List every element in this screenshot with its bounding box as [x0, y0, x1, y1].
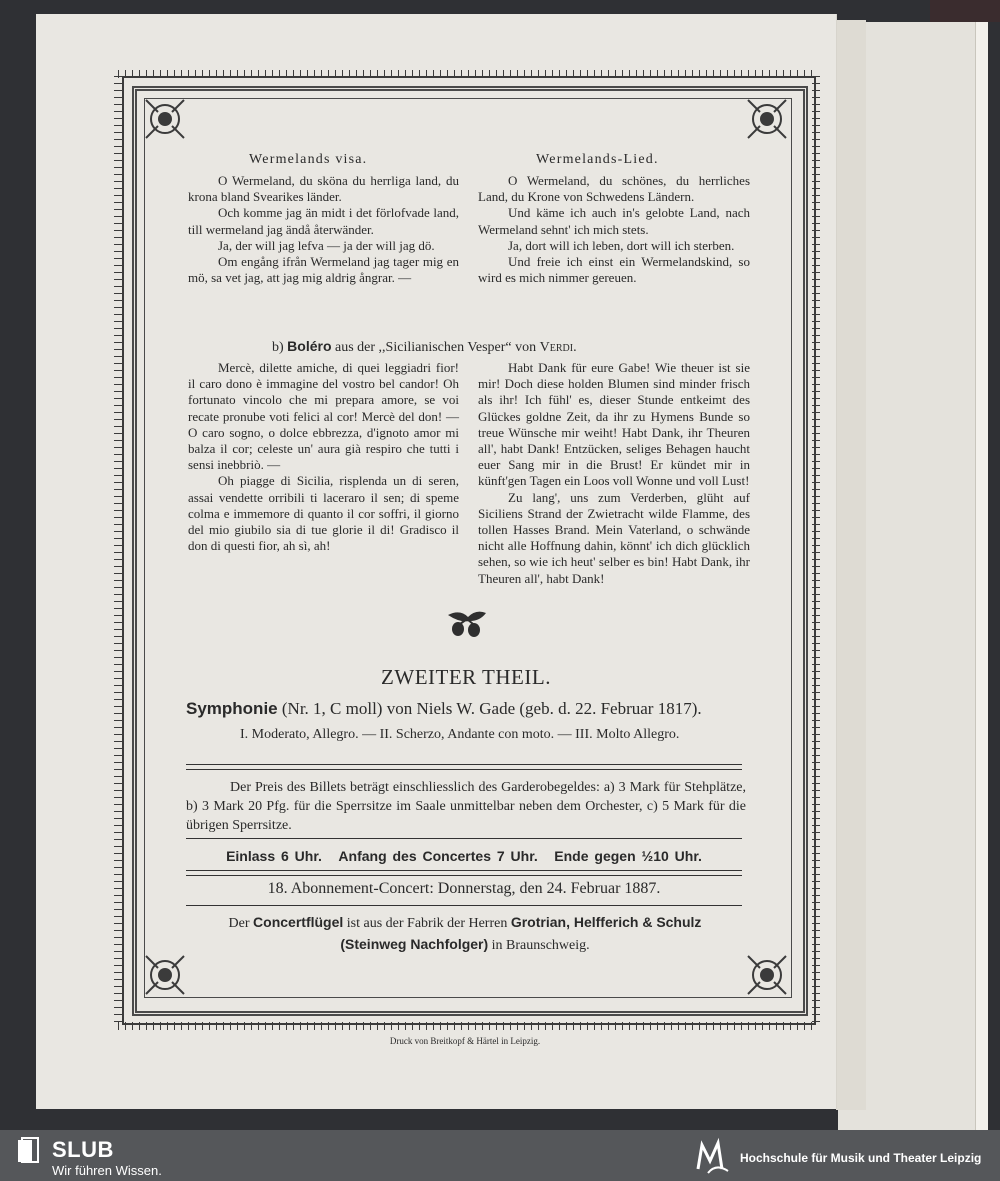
divider: [186, 838, 742, 841]
piano-maker-note: (Steinweg Nachfolger): [340, 936, 489, 952]
concert-times: [186, 846, 742, 868]
slub-tagline: Wir führen Wissen.: [52, 1163, 162, 1178]
german-verse: Ja, dort will ich leben, dort will ich sterben.: [508, 237, 735, 253]
swedish-verse: Ja, der will jag lefva — ja der will jag dö.: [218, 237, 435, 253]
piano-post: in Braunschweig.: [491, 938, 590, 953]
swedish-verse: Och komme jag än midt i det förlofvade land, till wermeland jag ändå återwänder.: [188, 205, 459, 237]
corner-ornament-icon: [744, 96, 790, 142]
admission-time: Einlass 6 Uhr.: [226, 848, 322, 864]
german-bolero-lyrics: [478, 360, 750, 587]
symphony-label: Symphonie: [186, 699, 278, 718]
frame-border-left: [114, 76, 122, 1022]
italian-verse: Oh piagge di Sicilia, risplenda un di seren, assai vendette orribili ti laceraro il sen; di speme colma e immemore di quanto il cor soffri, il giorno del mio giubilo sia di tue glorie il di! Gradisco il don di questi fior, ah sì, ah!: [188, 473, 459, 554]
german-verse: Und freie ich einst ein Wermelandskind, so wird es mich nimmer gereuen.: [478, 254, 750, 286]
bolero-heading: [272, 338, 577, 356]
swedish-verse: O Wermeland, du sköna du herrliga land, du krona bland Svearikes länder.: [188, 173, 459, 205]
german-verse: O Wermeland, du schönes, du herrliches Land, du Krone von Schwedens Ländern.: [478, 173, 750, 205]
page-gutter: [836, 20, 866, 1110]
corner-ornament-icon: [142, 96, 188, 142]
symphony-details: (Nr. 1, C moll) von Niels W. Gade (geb. d. 22. Februar 1817).: [281, 699, 702, 718]
hmt-logo-icon[interactable]: [694, 1133, 732, 1179]
bolero-prefix: b): [272, 340, 284, 355]
facing-page-edge: [975, 22, 988, 1130]
piano-pre: Der: [228, 916, 250, 931]
bolero-source: aus der ,,Sicilianischen Vesper“ von: [335, 340, 537, 355]
german-song-title: Wermelands-Lied.: [536, 152, 659, 167]
institution-name: Hochschule für Musik und Theater Leipzig: [740, 1151, 982, 1165]
end-time: Ende gegen ½10 Uhr.: [554, 848, 702, 864]
swedish-verse: Om engång ifrån Wermeland jag tager mig en mö, sa vet jag, att jag mig aldrig ångrar. —: [188, 254, 459, 286]
symphony-line: [186, 698, 756, 720]
piano-mid: ist aus der Fabrik der Herren: [346, 916, 508, 931]
italian-lyrics: [188, 360, 459, 554]
divider: [186, 764, 742, 770]
start-time: Anfang des Concertes 7 Uhr.: [338, 848, 538, 864]
slub-logo-icon[interactable]: [16, 1136, 42, 1166]
german-lyrics: [478, 173, 750, 286]
german-bolero-verse: Zu lang', uns zum Verderben, glüht auf Siciliens Strand der Zwietracht wilde Flamme, des tollen Hasses Brand. Mein Vaterland, o schwände nicht alle Hoffnung dahin, könnt' ich dich glücklich sehen, so wie ich heut' selber es bin! Habt Dank, ihr Theuren all', habt Dank!: [478, 489, 750, 586]
german-verse: Und käme ich auch in's gelobte Land, nach Wermeland sehnt' ich mich stets.: [478, 205, 750, 237]
ticket-prices: Der Preis des Billets beträgt einschliesslich des Garderobegeldes: a) 3 Mark für Stehplätze, b) 3 Mark 20 Pfg. für die Sperrsitze im Saale unmittelbar neben dem Orchester, c) 5 Mark für die übrigen Sperrsitze.: [186, 780, 746, 833]
symphony-movements: I. Moderato, Allegro. — II. Scherzo, Andante con moto. — III. Molto Allegro.: [240, 727, 680, 742]
piano-maker: Grotrian, Helfferich & Schulz: [510, 914, 702, 930]
swedish-lyrics: [188, 173, 459, 286]
divider: [186, 870, 742, 876]
part-two-title: ZWEITER THEIL.: [381, 665, 551, 689]
acorn-ornament-icon: [446, 607, 488, 641]
scan-corner: [930, 0, 1000, 22]
next-concert: 18. Abonnement-Concert: Donnerstag, den 24. Februar 1887.: [267, 880, 661, 897]
corner-ornament-icon: [142, 952, 188, 998]
german-bolero-verse: Habt Dank für eure Gabe! Wie theuer ist sie mir! Doch diese holden Blumen sind minder frisch als ihr! Ich fühl' es, dieser Stunde entkeimt des Glückes goldne Zeit, da ihr zu Hymens Bunde so treue Wünsche mir weiht! Habt Dank, ihr Theuren all', habt Dank! Entzücken, seliges Behagen haucht euer Sang mir in die Brust! Er kündet mir in künft'gen Tagen ein Loos voll Wonne und voll Lust!: [478, 360, 750, 489]
corner-ornament-icon: [744, 952, 790, 998]
bolero-title: Boléro: [287, 338, 332, 354]
piano-notice: [180, 912, 750, 956]
bolero-composer: Verdi.: [539, 340, 577, 355]
swedish-song-title: Wermelands visa.: [249, 152, 368, 167]
divider: [186, 905, 742, 908]
piano-label: Concertflügel: [253, 914, 344, 930]
printer-credit: Druck von Breitkopf & Härtel in Leipzig.: [389, 1036, 541, 1046]
slub-name[interactable]: SLUB: [52, 1137, 114, 1162]
italian-verse: Mercè, dilette amiche, di quei leggiadri fior! il caro dono è immagine del vostro bel candor! Oh fortunato vincolo che mi prepara amore, se voi recate pronube voti felici al cor! Mercè del don! — O caro sogno, o dolce ebbrezza, d'ignoto amor mi balza il cor; celeste un' aura già respiro che tutti i sensi inebbriò. —: [188, 360, 459, 473]
